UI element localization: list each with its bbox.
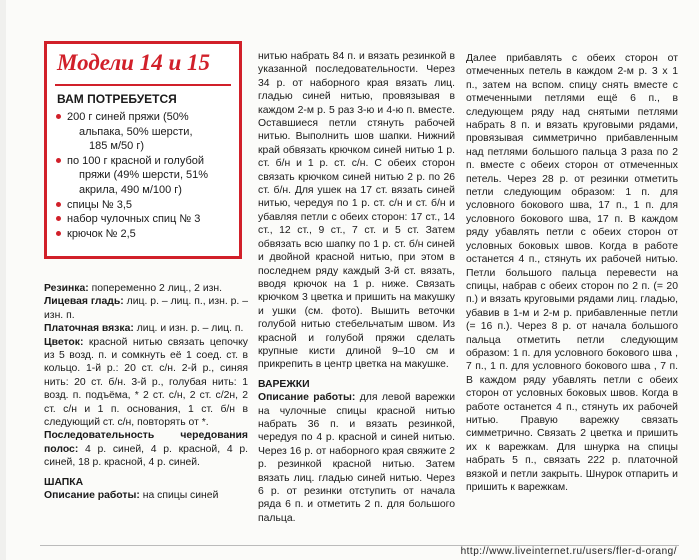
- shapka-instructions: нитью набрать 84 п. и вязать резинкой в указанной последовательности. Через 34 р. от наборного края вязать лиц. гладью синей нитью, провязывая в каждом 2-м р. 5 раз 3-ю и 4-ю п. вместе. Оставшиеся петли стянуть рабочей нитью. Выполнить шов шапки. Нижний край обвязать крючком синей нитью 1 р. ст. б/н и 1 р. ст. с/н. С обеих сторон связать крючком синей нитью 2 р. по 26 ст. б/н. Для ушек на 17 ст. вязать синей нитью, чередуя по 1 р. ст. с/н и ст. б/н и убавляя петли с обеих сторон: 17 ст., 14 ст., 12 ст., 9 ст., 7 ст. и 5 ст. Затем обвязать всю шапку по 1 р. ст. б/н синей и двойной красной нитью, при этом в последнем ряду каждый 3-й ст. вязать, вводя крючок на 1 р. ниже. Связать крючком 3 цветка и пришить на макушку и ушки (см. фото). Вышить веточки голубой нитью стебельчатым швом. Из красной и голубой пряжи сделать крупные кисти длиной 9–10 см и прикрепить в центр цветка на макушке.: [258, 51, 455, 371]
- title-divider: [55, 84, 231, 86]
- models-title: Модели 14 и 15: [57, 50, 211, 75]
- stripes-paragraph: Последовательность чередования полос: 4 р. синей, 4 р. красной, 4 р. синей, 18 р. красной, 4 р. синей.: [44, 430, 248, 469]
- bullet-icon: [56, 216, 61, 221]
- page-gutter: [0, 0, 6, 560]
- shapka-heading: ШАПКА: [44, 476, 84, 488]
- bullet-icon: [56, 202, 61, 207]
- column-1: [44, 282, 248, 503]
- material-item: по 100 г красной и голубой пряжи (49% шерсти, 51% акрила, 490 м/100 г): [55, 154, 231, 198]
- column-2: [258, 50, 455, 525]
- material-item: спицы № 3,5: [55, 198, 231, 213]
- material-item: 200 г синей пряжи (50% альпака, 50% шерсти, 185 м/50 г): [55, 110, 231, 154]
- materials-box: [44, 41, 242, 259]
- bullet-icon: [56, 231, 61, 236]
- varezhki-instructions: Далее прибавлять с обеих сторон от отмеченных петель в каждом 2-м р. 3 х 1 п., затем на вспом. спицу снять вместе с отмеченными петлями ещё 6 п., в следующем ряду над снятыми петлями набрать 8 п. и вязать круговыми рядами, провязывая симметрично прибавленным над петлями большого пальца 3 раза по 2 п. вместе с обеих сторон от отмеченных петель. Через 28 р. от резинки отметить петли следующим образом: 1 п. для условного бокового шва, 17 п., 1 п. для условного бокового шва, 17 п. В каждом ряду убавлять петли с обеих сторон от условных боковых швов. Когда в работе останется 4 п., стянуть их рабочей нитью. Петли большого пальца перевести на спицы, набрав с обеих сторон по 2 п. (= 20 п.) и вязать круговыми рядами лиц. гладью, убавив в 1-м и 2-м р. прибавленные петли (= 16 п.). Через 8 р. от начала большого пальца отметить петли следующим образом: 1 п. для условного бокового шва , 7 п., 1 п. для условного бокового шва , 7 п. В каждом ряду убавлять петли с обеих сторон от условных боковых швов. Когда в работе останется 4 п., стянуть их рабочей нитью. Правую варежку связать симметрично. Связать 2 цветка и пришить их к варежкам. Для шнурка на спицы набрать 5 п., связать 222 р. платочной вязкой и петли закрыть. Шнурок отпарить и пришить к варежкам.: [466, 53, 678, 493]
- varezhki-paragraph: Описание работы: для левой варежки на чулочные спицы красной нитью набрать 36 п. и вязать резинкой, чередуя по 4 р. красной и синей нитью. Через 16 р. от наборного края свяжите 2 р. резинкой красной нитью. Затем вязать лиц. гладью синей нитью. Через 6 р. от резинки отступить от начала ряда 6 п. и отметить 2 п. для большого пальца.: [258, 392, 455, 524]
- material-item: набор чулочных спиц № 3: [55, 212, 231, 227]
- materials-subtitle: ВАМ ПОТРЕБУЕТСЯ: [57, 92, 177, 106]
- varezhki-heading: ВАРЕЖКИ: [258, 378, 310, 390]
- materials-list: [55, 110, 231, 241]
- bullet-icon: [56, 158, 61, 163]
- material-item: крючок № 2,5: [55, 227, 231, 242]
- bullet-icon: [56, 114, 61, 119]
- glad-paragraph: Лицевая гладь: лиц. р. – лиц. п., изн. р. – изн. п.: [44, 296, 248, 321]
- tsvetok-paragraph: Цветок: красной нитью связать цепочку из 5 возд. п. и сомкнуть её 1 соед. ст. в кольцо. 1-й р.: 20 ст. с/н. 2-й р., синяя нить: 20 ст. б/н. 3-й р., голубая нить: 1 возд. п. подъёма, * 2 ст. с/н, 2 ст. с/2н, 2 ст. с/н и 1 п. основания, 1 ст. б/н в следующий ст. с/н, повторять от *.: [44, 336, 248, 429]
- source-url: http://www.liveinternet.ru/users/fler-d-orang/: [460, 546, 677, 557]
- rezinka-paragraph: Резинка: попеременно 2 лиц., 2 изн.: [44, 283, 223, 294]
- shapka-paragraph: Описание работы: на спицы синей: [44, 490, 219, 502]
- platoch-paragraph: Платочная вязка: лиц. и изн. р. – лиц. п.: [44, 323, 244, 335]
- column-3: [466, 52, 678, 494]
